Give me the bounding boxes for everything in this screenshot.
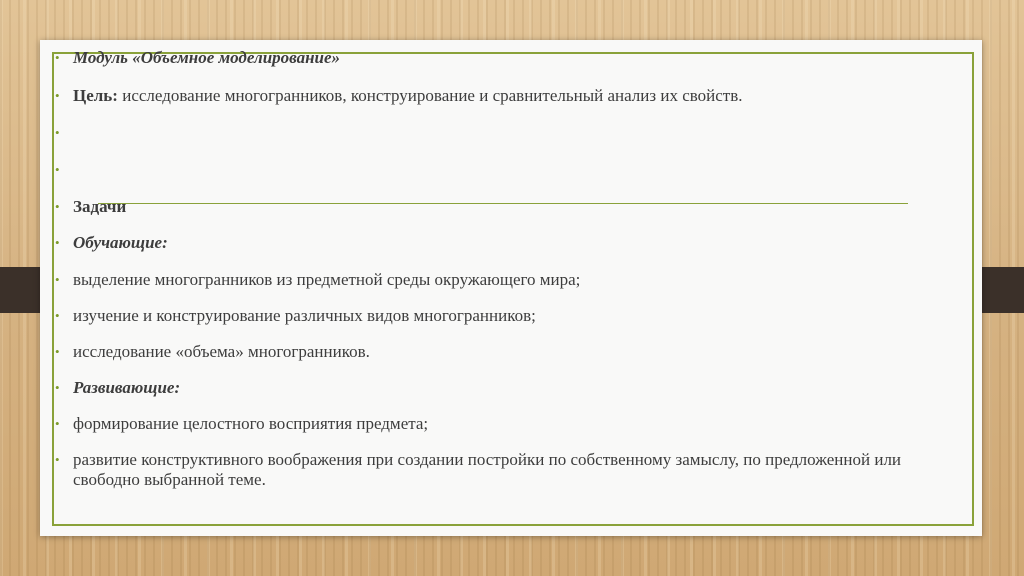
goal-label: Цель: [73,86,118,105]
section-divider [98,203,908,204]
list-item [55,197,126,217]
tasks-heading: Задачи [73,197,127,216]
list-item [55,342,370,362]
list-item-text: выделение многогранников из предметной среды окружающего мира; [73,270,581,289]
learning-heading: Обучающие: [73,233,168,252]
bullet-icon: • [55,452,60,467]
list-item [55,86,743,106]
module-title: Модуль «Объемное моделирование» [73,48,341,67]
goal-text: исследование многогранников, конструирование и сравнительный анализ их свойств. [117,86,743,105]
list-item [55,378,180,398]
list-item [55,414,428,434]
list-item [55,450,953,490]
list-item-text: формирование целостного восприятия предмета; [73,414,429,433]
list-item-text: изучение и конструирование различных видов многогранников; [73,306,536,325]
list-item [55,233,168,253]
list-item [55,270,580,290]
bullet-icon: • [55,344,60,359]
list-item [55,48,340,68]
bullet-icon: • [55,88,60,103]
bullet-icon: • [55,199,60,214]
bullet-icon: • [55,416,60,431]
bullet-icon: • [55,308,60,323]
list-item-text: развитие конструктивного воображения при создании постройки по собственному замыслу, по предложенной или свободно выбранной теме. [73,450,902,489]
list-item-text: исследование «объема» многогранников. [73,342,370,361]
bullet-icon: • [55,162,60,177]
bullet-icon: • [55,380,60,395]
bullet-icon: • [55,272,60,287]
developing-heading: Развивающие: [73,378,181,397]
bullet-icon: • [55,235,60,250]
list-item [55,306,536,326]
bullet-icon: • [55,50,60,65]
bullet-icon: • [55,125,60,140]
